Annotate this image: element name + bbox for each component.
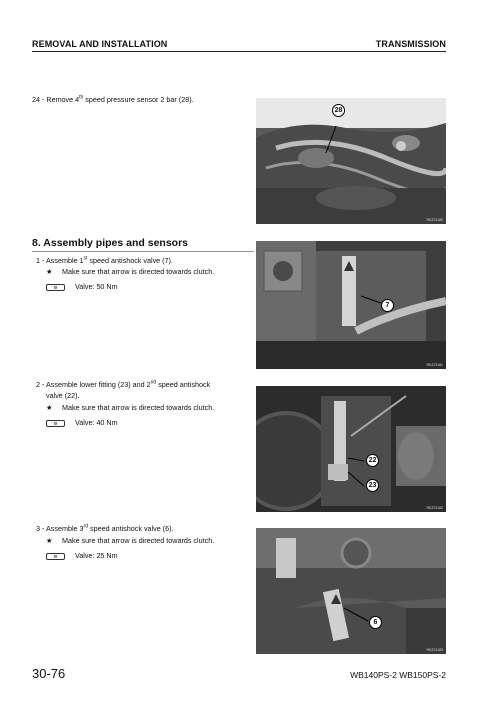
header-chapter-title: TRANSMISSION [375,39,446,49]
photo-step-3 [256,528,446,654]
callout-22: 22 [366,454,379,467]
header-section-title: REMOVAL AND INSTALLATION [32,39,168,49]
step-1-text: 1 - Assemble 1st speed antishock valve (7). [36,255,173,265]
step-1-note: Make sure that arrow is directed towards clutch. [62,267,215,276]
photo-code: RKZ21183 [426,648,443,652]
section-title: 8. Assembly pipes and sensors [32,237,189,249]
step-2-torque: ⚙ Valve: 40 Nm [46,418,118,428]
torque-wrench-icon: ⚙ [46,420,65,427]
step-3-note: Make sure that arrow is directed towards clutch. [62,536,215,545]
step-2-note: Make sure that arrow is directed towards clutch. [62,403,215,412]
photo-code: RKZ21182 [426,506,443,510]
section-rule [32,251,254,252]
photo-code: RKZ21181 [426,363,443,367]
callout-23: 23 [366,479,379,492]
step-1-torque: ⚙ Valve: 50 Nm [46,282,118,292]
page-number: 30-76 [32,666,66,681]
star-icon: ★ [46,536,53,545]
step-3-text: 3 - Assemble 3rd speed antishock valve (6). [36,523,174,533]
header-rule [32,51,446,52]
torque-wrench-icon: ⚙ [46,553,65,560]
star-icon: ★ [46,267,53,276]
callout-7: 7 [381,299,394,312]
model-label: WB140PS-2 WB150PS-2 [350,670,446,680]
photo-code: RKZ21180 [426,218,443,222]
callout-6: 6 [369,616,382,629]
step-2-text-line2: valve (22). [46,391,80,400]
step-3-torque: ⚙ Valve: 25 Nm [46,551,118,561]
torque-wrench-icon: ⚙ [46,284,65,291]
step-2-text: 2 - Assemble lower fitting (23) and 2nd speed antishock [36,379,211,389]
photo-step-2 [256,386,446,512]
photo-step-1 [256,241,446,369]
step-24-text: 24 - Remove 4th speed pressure sensor 2 bar (28). [32,94,194,104]
star-icon: ★ [46,403,53,412]
photo-step-24 [256,98,446,224]
callout-28: 28 [332,104,345,117]
